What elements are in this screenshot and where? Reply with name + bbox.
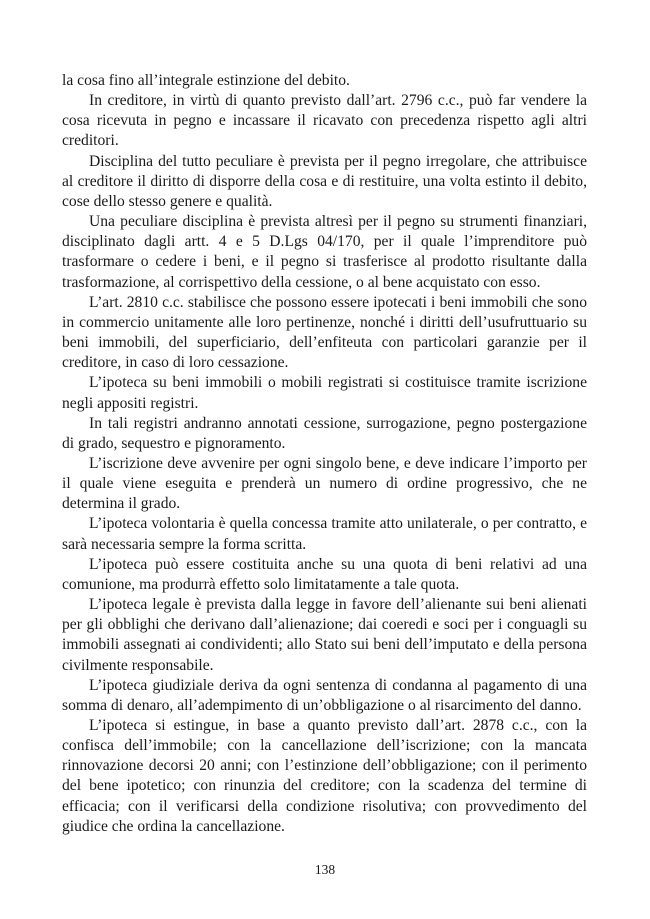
paragraph-iscrizione-bene: L’iscrizione deve avvenire per ogni singolo bene, e deve indicare l’importo per il quale viene eseguita e prenderà un numero di ordine progressivo, che ne determina il grado. [62,454,587,513]
paragraph-ipoteca-quota: L’ipoteca può essere costituita anche su una quota di beni relativi ad una comunione, ma produrrà effetto solo limitatamente a tale quota. [62,555,587,593]
paragraph-pegno-strumenti-finanziari: Una peculiare disciplina è prevista altresì per il pegno su strumenti finanziari, disciplinato dagli artt. 4 e 5 D.Lgs 04/170, per il quale l’imprenditore può trasformare o cedere i beni, e il pegno si trasferisce al prodotto risultante dalla trasformazione, al corrispettivo della cessione, o al bene acquistato con esso. [62,213,587,291]
paragraph-art-2810: L’art. 2810 c.c. stabilisce che possono essere ipotecati i beni immobili che sono in commercio unitamente alle loro pertinenze, nonché i diritti dell’usufruttuario su beni immobili, del superficiario, dell’enfiteuta con particolari garanzie per il creditore, in caso di loro cessazione. [62,293,587,372]
paragraph-continuation: la cosa fino all’integrale estinzione del debito. [62,72,350,89]
body-text [62,71,587,837]
page-number: 138 [314,862,336,877]
paragraph-pegno-irregolare: Disciplina del tutto peculiare è prevista per il pegno irregolare, che attribuisce al creditore il diritto di disporre della cosa e di restituire, una volta estinto il debito, cose dello stesso genere e qualità. [62,152,587,210]
paragraph-creditore-vendita: In creditore, in virtù di quanto previsto dall’art. 2796 c.c., può far vendere la cosa ricevuta in pegno e incassare il ricavato con precedenza rispetto agli altri creditori. [62,92,587,150]
paragraph-ipoteca-estinzione: L’ipoteca si estingue, in base a quanto previsto dall’art. 2878 c.c., con la confisca dell’immobile; con la cancellazione dell’iscrizione; con la mancata rinnovazione decorsi 20 anni; con l’estinzione dell’obbligazione; con il perimento del bene ipotetico; con rinunzia del creditore; con la scadenza del termine di efficacia; con il verificarsi della condizione risolutiva; con provvedimento del giudice che ordina la cancellazione. [62,717,587,835]
paragraph-ipoteca-volontaria: L’ipoteca volontaria è quella concessa tramite atto unilaterale, o per contratto, e sarà necessaria sempre la forma scritta. [62,515,587,553]
paragraph-ipoteca-giudiziale: L’ipoteca giudiziale deriva da ogni sentenza di condanna al pagamento di una somma di denaro, all’adempimento di un’obbligazione o al risarcimento del danno. [62,676,587,714]
paragraph-ipoteca-legale: L’ipoteca legale è prevista dalla legge in favore dell’alienante sui beni alienati per gli obblighi che derivano dall’alienazione; dai coeredi e soci per i conguagli su immobili assegnati ai condividenti; allo Stato sui beni dell’imputato e della persona civilmente responsabile. [62,596,587,674]
paragraph-registri: In tali registri andranno annotati cessione, surrogazione, pegno postergazione di grado, sequestro e pignoramento. [62,414,587,452]
paragraph-ipoteca-iscrizione: L’ipoteca su beni immobili o mobili registrati si costituisce tramite iscrizione negli appositi registri. [62,374,587,412]
